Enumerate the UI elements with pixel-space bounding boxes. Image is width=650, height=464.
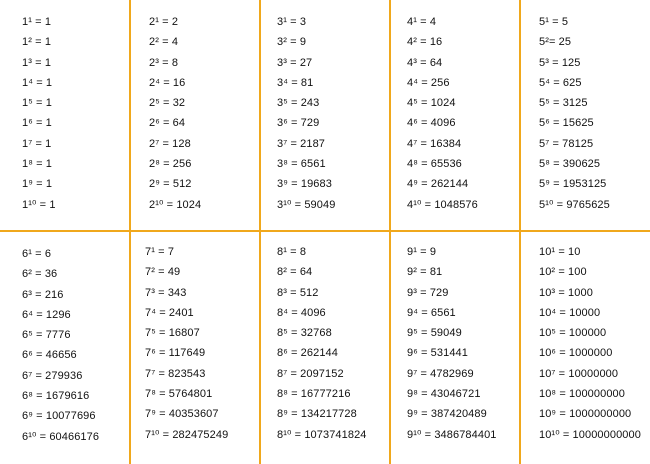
power-row: 7³ = 343: [145, 286, 187, 299]
powers-of-3: [277, 12, 335, 215]
power-row: 1⁶ = 1: [22, 117, 52, 130]
power-row: 6⁸ = 1679616: [22, 390, 90, 403]
power-row: 7⁶ = 117649: [145, 347, 206, 360]
power-row: 5⁵ = 3125: [539, 97, 588, 110]
power-row: 3² = 9: [277, 36, 307, 49]
power-row: 8⁹ = 134217728: [277, 408, 357, 421]
power-row: 10⁶ = 1000000: [539, 347, 613, 360]
power-row: 1¹⁰ = 1: [22, 198, 56, 211]
powers-of-7: [145, 242, 228, 445]
power-row: 8⁴ = 4096: [277, 306, 326, 319]
power-row: 2⁸ = 256: [149, 158, 192, 171]
power-row: 4² = 16: [407, 36, 443, 49]
power-row: 4⁹ = 262144: [407, 178, 469, 191]
power-row: 1⁸ = 1: [22, 158, 53, 171]
power-row: 9³ = 729: [407, 286, 449, 299]
power-row: 8² = 64: [277, 266, 313, 279]
power-row: 2² = 4: [149, 36, 179, 49]
power-row: 4¹⁰ = 1048576: [407, 198, 478, 211]
power-row: 10³ = 1000: [539, 286, 593, 299]
grid-divider: [259, 0, 261, 464]
power-row: 4³ = 64: [407, 56, 443, 69]
powers-of-9: [407, 242, 497, 445]
power-row: 2⁹ = 512: [149, 178, 192, 191]
power-row: 8¹⁰ = 1073741824: [277, 428, 367, 441]
power-row: 9¹⁰ = 3486784401: [407, 428, 497, 441]
power-row: 5⁶ = 15625: [539, 117, 594, 130]
power-row: 6³ = 216: [22, 288, 64, 301]
power-row: 2⁷ = 128: [149, 137, 191, 150]
power-row: 10⁹ = 1000000000: [539, 408, 632, 421]
power-row: 5¹ = 5: [539, 16, 569, 28]
power-row: 4¹ = 4: [407, 16, 437, 28]
power-row: 8⁸ = 16777216: [277, 388, 351, 401]
powers-of-6: [22, 244, 99, 447]
power-row: 10⁸ = 100000000: [539, 388, 625, 401]
power-row: 10⁴ = 10000: [539, 306, 601, 319]
power-row: 5⁸ = 390625: [539, 158, 601, 171]
power-row: 7⁴ = 2401: [145, 306, 194, 319]
power-row: 3³ = 27: [277, 56, 313, 69]
power-row: 6⁷ = 279936: [22, 369, 83, 382]
power-row: 5⁹ = 1953125: [539, 178, 607, 191]
power-row: 2¹⁰ = 1024: [149, 198, 202, 211]
power-row: 1¹ = 1: [22, 16, 52, 28]
power-row: 10⁷ = 10000000: [539, 367, 619, 380]
power-row: 3¹ = 3: [277, 16, 307, 28]
power-row: 7⁵ = 16807: [145, 327, 200, 340]
powers-of-1: [22, 12, 56, 215]
power-row: 1⁹ = 1: [22, 178, 53, 191]
power-row: 3⁹ = 19683: [277, 178, 332, 191]
powers-of-10: [539, 242, 641, 445]
power-row: 8⁷ = 2097152: [277, 367, 344, 380]
power-row: 2⁴ = 16: [149, 76, 186, 89]
power-row: 2⁶ = 64: [149, 117, 186, 130]
power-row: 7¹⁰ = 282475249: [145, 428, 229, 441]
power-row: 4⁸ = 65536: [407, 158, 462, 171]
grid-divider: [389, 0, 391, 464]
power-row: 5⁷ = 78125: [539, 137, 594, 150]
power-row: 5¹⁰ = 9765625: [539, 198, 610, 211]
powers-of-2: [149, 12, 201, 215]
power-row: 9⁷ = 4782969: [407, 367, 474, 380]
power-row: 1⁵ = 1: [22, 97, 52, 110]
power-row: 4⁶ = 4096: [407, 117, 456, 130]
powers-of-8: [277, 242, 367, 445]
power-row: 1² = 1: [22, 36, 52, 49]
power-row: 6² = 36: [22, 268, 58, 281]
power-row: 8⁶ = 262144: [277, 347, 338, 360]
power-row: 10¹⁰ = 10000000000: [539, 428, 641, 441]
power-row: 9⁵ = 59049: [407, 327, 462, 340]
power-row: 9¹ = 9: [407, 246, 437, 258]
power-row: 9² = 81: [407, 266, 443, 279]
power-row: 9⁴ = 6561: [407, 306, 456, 319]
power-row: 5³ = 125: [539, 56, 581, 69]
power-row: 3⁴ = 81: [277, 76, 314, 89]
power-row: 2³ = 8: [149, 56, 179, 69]
grid-divider: [0, 230, 650, 232]
power-row: 7⁷ = 823543: [145, 367, 206, 380]
power-row: 4⁷ = 16384: [407, 137, 462, 150]
grid-divider: [129, 0, 131, 464]
power-row: 1³ = 1: [22, 56, 52, 69]
grid-divider: [519, 0, 521, 464]
power-row: 3⁵ = 243: [277, 97, 320, 110]
power-row: 7⁸ = 5764801: [145, 388, 213, 401]
power-row: 1⁴ = 1: [22, 76, 53, 89]
power-row: 3⁶ = 729: [277, 117, 320, 130]
power-row: 4⁴ = 256: [407, 76, 450, 89]
power-row: 9⁹ = 387420489: [407, 408, 487, 421]
power-row: 7² = 49: [145, 266, 181, 279]
power-row: 2¹ = 2: [149, 16, 179, 28]
power-row: 2⁵ = 32: [149, 97, 186, 110]
power-row: 4⁵ = 1024: [407, 97, 456, 110]
power-row: 9⁶ = 531441: [407, 347, 468, 360]
power-row: 9⁸ = 43046721: [407, 388, 481, 401]
power-row: 7⁹ = 40353607: [145, 408, 219, 421]
power-row: 6⁴ = 1296: [22, 308, 71, 321]
power-row: 6¹⁰ = 60466176: [22, 430, 100, 443]
power-row: 8¹ = 8: [277, 246, 307, 258]
power-row: 6¹ = 6: [22, 248, 52, 260]
power-row: 3⁸ = 6561: [277, 158, 326, 171]
power-row: 8³ = 512: [277, 286, 319, 299]
powers-of-4: [407, 12, 478, 215]
power-row: 6⁶ = 46656: [22, 349, 77, 362]
power-row: 1⁷ = 1: [22, 137, 52, 150]
power-row: 8⁵ = 32768: [277, 327, 332, 340]
power-row: 10² = 100: [539, 266, 587, 279]
power-row: 3⁷ = 2187: [277, 137, 326, 150]
power-row: 7¹ = 7: [145, 246, 175, 258]
power-row: 3¹⁰ = 59049: [277, 198, 336, 211]
power-row: 5⁴ = 625: [539, 76, 582, 89]
power-row: 6⁹ = 10077696: [22, 410, 96, 423]
powers-of-5: [539, 12, 610, 215]
power-row: 6⁵ = 7776: [22, 329, 71, 342]
power-row: 10¹ = 10: [539, 246, 581, 258]
power-row: 5²= 25: [539, 36, 572, 49]
power-row: 10⁵ = 100000: [539, 327, 607, 340]
